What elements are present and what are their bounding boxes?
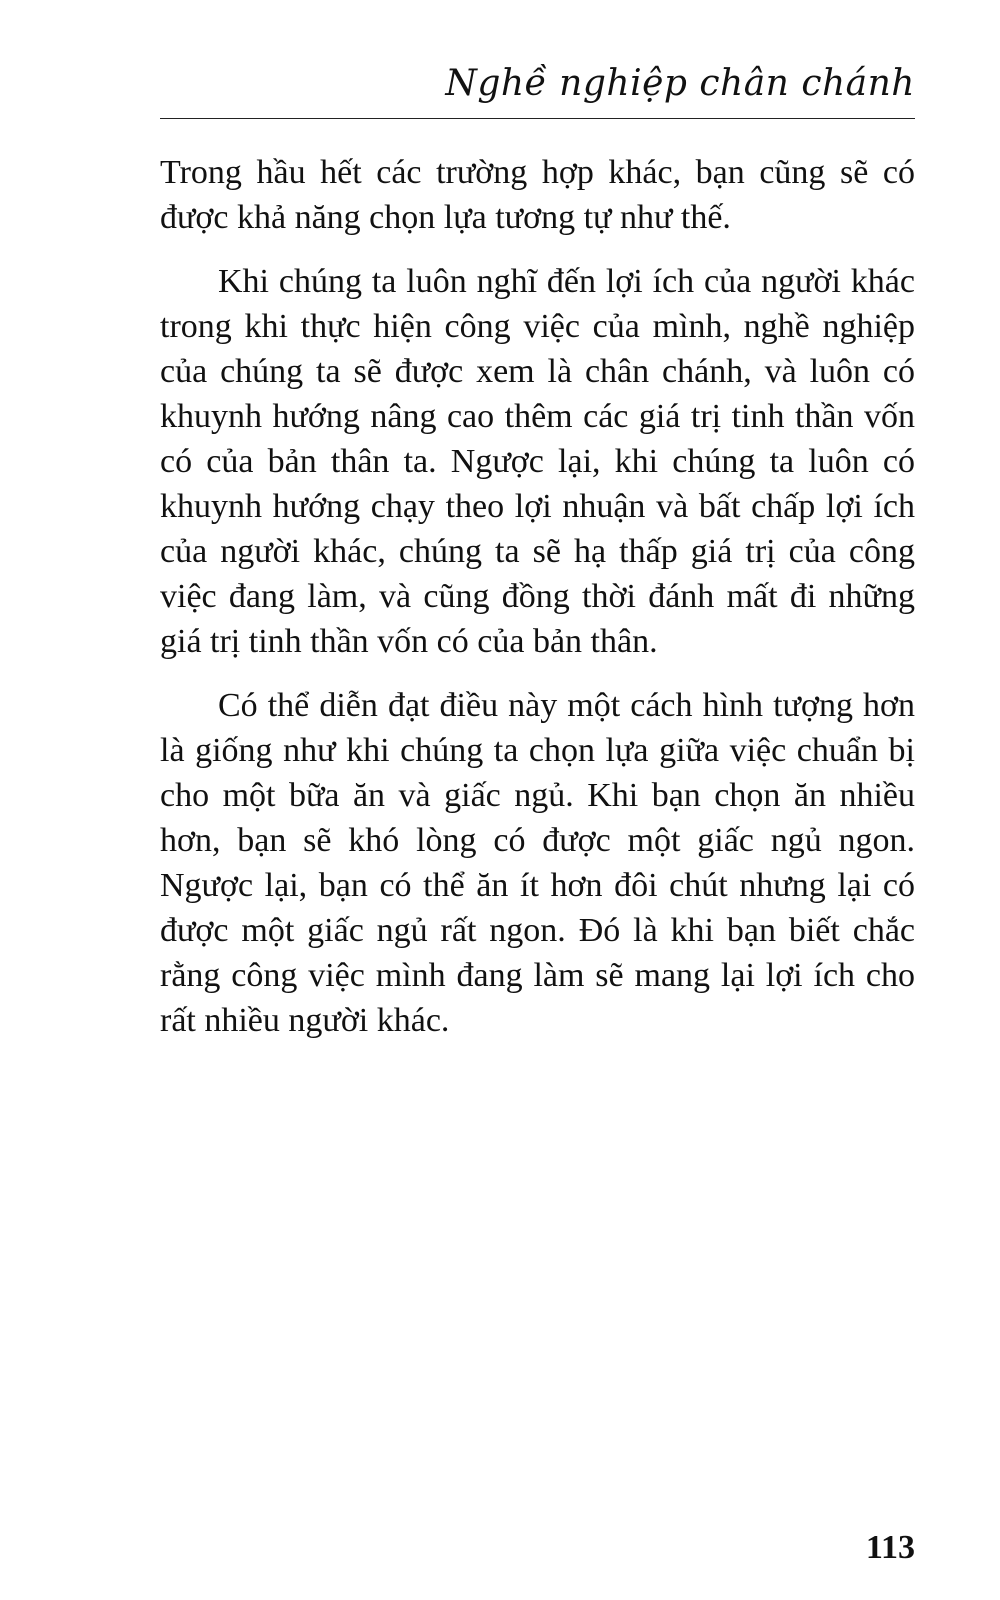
page-number: 113: [865, 1529, 915, 1566]
header-rule: [160, 118, 915, 119]
paragraph: Trong hầu hết các trường hợp khác, bạn cũng sẽ có được khả năng chọn lựa tương tự như thế.: [160, 154, 915, 236]
body-text: [160, 150, 915, 1062]
paragraph: Khi chúng ta luôn nghĩ đến lợi ích của người khác trong khi thực hiện công việc của mình, nghề nghiệp của chúng ta sẽ được xem là chân chánh, và luôn có khuynh hướng nâng cao thêm các giá trị tinh thần vốn có của bản thân ta. Ngược lại, khi chúng ta luôn có khuynh hướng chạy theo lợi nhuận và bất chấp lợi ích của người khác, chúng ta sẽ hạ thấp giá trị của công việc đang làm, và cũng đồng thời đánh mất đi những giá trị tinh thần vốn có của bản thân.: [160, 263, 915, 660]
paragraph: Có thể diễn đạt điều này một cách hình tượng hơn là giống như khi chúng ta chọn lựa giữa việc chuẩn bị cho một bữa ăn và giấc ngủ. Khi bạn chọn ăn nhiều hơn, bạn sẽ khó lòng có được một giấc ngủ ngon. Ngược lại, bạn có thể ăn ít hơn đôi chút nhưng lại có được một giấc ngủ rất ngon. Đó là khi bạn biết chắc rằng công việc mình đang làm sẽ mang lại lợi ích cho rất nhiều người khác.: [160, 687, 915, 1039]
running-header-title: Nghề nghiệp chân chánh: [445, 63, 915, 104]
